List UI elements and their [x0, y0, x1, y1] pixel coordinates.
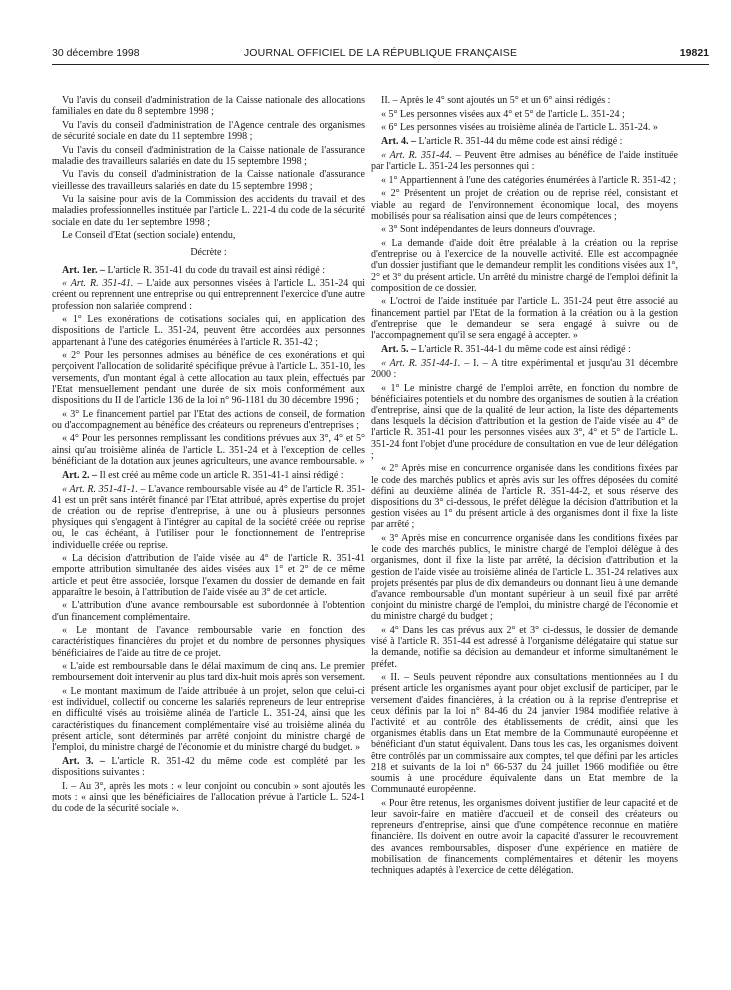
paragraph	[371, 383, 678, 461]
paragraph	[52, 433, 365, 467]
paragraph	[371, 625, 678, 670]
paragraph-text: « 4° Dans les cas prévus aux 2° et 3° ci-dessus, le dossier de demande visé à l'article R. 351-44 est adressé à l'organisme délégataire qui statue sur la demande, notifie sa décision au demandeur et informe simultanément le préfet.	[371, 625, 678, 670]
paragraph	[371, 136, 678, 147]
paragraph	[371, 463, 678, 530]
paragraph-text: II. – Après le 4° sont ajoutés un 5° et un 6° ainsi rédigés :	[381, 95, 611, 106]
paragraph-text: L'article R. 351-41 du code du travail est ainsi rédigé :	[104, 264, 326, 276]
paragraph-text: « Le montant de l'avance remboursable varie en fonction des caractéristiques financières du projet et du nombre de personnes physiques bénéficiaires de l'aide au titre de ce projet.	[52, 625, 365, 659]
paragraph-text: – L'aide aux personnes visées à l'article L. 351-24 qui créent ou reprennent une entreprise ou qui entreprennent l'exercice d'une autre profession non salariée comprend :	[52, 278, 365, 312]
paragraph-text: « La décision d'attribution de l'aide visée au 4° de l'article R. 351-41 emporte attribution simultanée des aides visées aux 1° et 2° de ce même article et peut être associée, lorsque l'examen du dossier de demande en fait apparaître le besoin, à l'attribution de l'aide visée au 3° de cet article.	[52, 553, 365, 598]
paragraph	[52, 278, 365, 312]
paragraph	[52, 661, 365, 683]
article-label: Art. 2. –	[62, 470, 97, 481]
paragraph-text: – L'avance remboursable visée au 4° de l'article R. 351-41 est un prêt sans intérêt financé par l'Etat attribué, après expertise du projet de création ou de reprise d'entreprise, à une ou à plusieurs personnes physiques qui s'engagent à l'intégrer au capital de la société créée ou reprise ou, le cas échéant, à l'utiliser pour le fonctionnement de l'entreprise individuelle créée ou reprise.	[52, 483, 365, 551]
paragraph	[371, 95, 678, 106]
paragraph	[52, 470, 365, 481]
paragraph	[371, 344, 678, 355]
paragraph	[52, 120, 365, 142]
paragraph	[52, 145, 365, 167]
page-number: 19821	[679, 47, 709, 59]
paragraph	[371, 224, 678, 235]
paragraph-text: I. – Au 3°, après les mots : « leur conjoint ou concubin » sont ajoutés les mots : « ainsi que les bénéficiaires de l'allocation prévue à l'article L. 524-1 du code de la sécurité sociale ».	[52, 781, 365, 815]
paragraph-text: « L'aide est remboursable dans le délai maximum de cinq ans. Le premier remboursement doit intervenir au plus tard dix-huit mois après son versement.	[52, 661, 365, 684]
paragraph	[52, 169, 365, 191]
paragraph	[52, 194, 365, 228]
paragraph	[52, 600, 365, 622]
paragraph	[52, 350, 365, 406]
page-header	[52, 47, 709, 63]
paragraph-text: – I. – A titre expérimental et jusqu'au 31 décembre 2000 :	[371, 357, 678, 380]
paragraph-text: « Le montant maximum de l'aide attribuée à un projet, selon que celui-ci est individuel, collectif ou concerne les salariés repreneurs de leur entreprise en difficulté visés au troisième alinéa de l'article L. 351-24, ainsi que les caractéristiques du financement complémentaire visé au troisième alinéa du présent article, sont déterminés par arrêté conjoint du ministre chargé de l'emploi, du ministre chargé de l'économie et du ministre chargé du budget. »	[52, 686, 365, 754]
paragraph	[371, 150, 678, 172]
header-rule	[52, 64, 709, 65]
article-reference: « Art. R. 351-41-1.	[62, 483, 138, 495]
paragraph	[52, 230, 365, 241]
paragraph-text: Décrète :	[190, 247, 227, 259]
paragraph	[52, 625, 365, 659]
paragraph-text: – Peuvent être admises au bénéfice de l'aide instituée par l'article L. 351-24 les personnes qui :	[371, 149, 678, 173]
paragraph-text: « 5° Les personnes visées aux 4° et 5° de l'article L. 351-24 ;	[381, 108, 625, 120]
paragraph	[52, 314, 365, 348]
paragraph-text: Vu l'avis du conseil d'administration de la Caisse nationale de l'assurance maladie des travailleurs salariés en date du 15 septembre 1998 ;	[52, 144, 365, 167]
article-label: Art. 3. –	[62, 756, 105, 768]
paragraph-text: « 1° Les exonérations de cotisations sociales qui, en application des dispositions de l'article L. 351-24, peuvent être accordées aux personnes appartenant à l'une des catégories énumérées à l'article R. 351-42 ;	[52, 314, 365, 348]
paragraph-text: « 3° Le financement partiel par l'Etat des actions de conseil, de formation ou d'accompagnement au bénéfice des créateurs ou repreneurs d'entreprises ;	[52, 408, 365, 431]
paragraph	[371, 798, 678, 876]
paragraph-text: « La demande d'aide doit être préalable à la création ou la reprise d'entreprise ou à l'exercice de la nouvelle activité. Elle est accompagnée d'un dossier justifiant que le demandeur remplit les conditions visées aux 1°, 2° et 3° du présent article. Un arrêté du ministre chargé de l'emploi définit la composition de ce dossier.	[371, 237, 678, 294]
paragraph-text: « 6° Les personnes visées au troisième alinéa de l'article L. 351-24. »	[381, 122, 658, 134]
paragraph	[371, 175, 678, 186]
paragraph-text: Il est créé au même code un article R. 351-41-1 ainsi rédigé :	[97, 470, 344, 481]
paragraph	[52, 247, 365, 258]
paragraph	[52, 781, 365, 815]
article-label: Art. 4. –	[381, 136, 416, 148]
paragraph-text: « 2° Pour les personnes admises au bénéfice de ces exonérations et qui perçoivent l'allocation de solidarité spécifique prévue à l'article L. 351-10, les versements, d'un montant égal à cette allocation au taux plein, effectués par l'Etat mensuellement pendant une durée de six mois conformément aux dispositions du II de l'article 136 de la loi n° 96-1181 du 30 décembre 1996 ;	[52, 350, 365, 406]
article-reference: « Art. R. 351-44.	[381, 149, 452, 161]
left-column	[52, 95, 365, 817]
paragraph-text: Vu l'avis du conseil d'administration de la Caisse nationale d'assurance vieillesse des travailleurs salariés en date du 15 septembre 1998 ;	[52, 169, 365, 192]
paragraph	[52, 409, 365, 431]
article-reference: « Art. R. 351-44-1.	[381, 357, 461, 369]
paragraph-text: L'article R. 351-44 du même code est ainsi rédigé :	[416, 136, 623, 148]
paragraph	[371, 296, 678, 341]
right-column	[371, 95, 678, 879]
paragraph	[371, 109, 678, 120]
journal-title: JOURNAL OFFICIEL DE LA RÉPUBLIQUE FRANÇAISE	[243, 47, 518, 59]
paragraph-text: « L'octroi de l'aide instituée par l'article L. 351-24 peut être associé au financement partiel par l'Etat de la formation à la création ou à la gestion d'entreprise que le demandeur se sera engagé à suivre ou de l'accompagnement qu'il se sera engagé à accepter. »	[371, 296, 678, 341]
paragraph-text: « 3° Après mise en concurrence organisée dans les conditions fixées par le code des marchés publics, le ministre chargé de l'emploi délègue à des organismes, dont il fixe la liste par arrêté, la décision d'attribution et la gestion de l'aide visée au troisième alinéa de l'article L. 351-24 relatives aux projets présentés par plus de dix demandeurs ou donnant lieu à une demande d'avance remboursable d'un montant supérieur à un seuil fixé par arrêté conjoint du ministre chargé de l'emploi, du ministre chargé de l'économie et du ministre chargé du budget ;	[371, 533, 678, 623]
paragraph	[371, 358, 678, 380]
paragraph-text: Vu l'avis du conseil d'administration de la Caisse nationale des allocations familiales en date du 8 septembre 1998 ;	[52, 95, 365, 118]
paragraph	[371, 188, 678, 222]
paragraph-text: Vu la saisine pour avis de la Commission des accidents du travail et des maladies professionnelles instituée par l'article L. 221-4 du code de la sécurité sociale en date du 1er septembre 1998 ;	[52, 194, 365, 228]
paragraph-text: « 3° Sont indépendantes de leurs donneurs d'ouvrage.	[381, 224, 596, 236]
paragraph	[52, 553, 365, 598]
paragraph-text: « 1° Appartiennent à l'une des catégories énumérées à l'article R. 351-42 ;	[381, 174, 676, 186]
paragraph-text: Vu l'avis du conseil d'administration de l'Agence centrale des organismes de sécurité sociale en date du 11 septembre 1998 ;	[52, 119, 365, 142]
paragraph	[52, 95, 365, 117]
paragraph	[52, 756, 365, 778]
article-label: Art. 5. –	[381, 344, 416, 356]
paragraph-text: « II. – Seuls peuvent répondre aux consultations mentionnées au I du présent article les organismes ayant pour objet exclusif de participer, par le versement d'aides financières, à la création ou à la reprise d'entreprise et ceux définis par la loi n° 84-46 du 24 janvier 1984 modifiée relative à l'activité et au contrôle des établissements de crédit, ainsi que les organismes établis dans un Etat membre de la Communauté européenne et bénéficiant d'un statut équivalent. Dans tous les cas, les organismes doivent être contrôlés par un commissaire aux comptes, tel que défini par les articles 218 et suivants de la loi n° 66-537 du 24 juillet 1966 modifiée ou être soumis à une procédure équivalente dans un Etat membre de la Communauté européenne.	[371, 672, 678, 796]
paragraph-text: Le Conseil d'Etat (section sociale) entendu,	[62, 230, 236, 242]
paragraph	[371, 122, 678, 133]
paragraph-text: « L'attribution d'une avance remboursable est subordonnée à l'obtention d'un financement complémentaire.	[52, 600, 365, 623]
paragraph-text: L'article R. 351-42 du même code est complété par les dispositions suivantes :	[52, 756, 365, 779]
paragraph-text: « Pour être retenus, les organismes doivent justifier de leur capacité et de leur savoir-faire en matière d'accueil et de conseil des créateurs ou repreneurs d'entreprise, ainsi que d'une compétence reconnue en matière financière. Ils doivent en outre avoir la capacité d'assurer le recouvrement des avances remboursables, disposer d'une expérience en matière de mobilisation de financements complémentaires et détenir les moyens techniques adaptés à l'exercice de cette délégation.	[371, 797, 678, 877]
paragraph	[371, 533, 678, 623]
paragraph-text: « 4° Pour les personnes remplissant les conditions prévues aux 3°, 4° et 5° ainsi qu'au troisième alinéa de l'article L. 351-24 et à l'exception de celles bénéficiant de la dotation aux jeunes agriculteurs, une avance remboursable. »	[52, 433, 365, 467]
paragraph	[371, 238, 678, 294]
header-date: 30 décembre 1998	[52, 47, 140, 59]
paragraph	[371, 672, 678, 795]
paragraph-text: « 1° Le ministre chargé de l'emploi arrête, en fonction du nombre de bénéficiaires potentiels et du nombre des organismes de soutien à la création d'entreprise, ainsi que de la qualité de leur action, la liste des départements dans lesquels la décision d'attribution et la gestion de l'aide visée au 4° de l'article R. 351-41 pour les personnes visées aux 3°, 4° et 5° de l'article L. 351-24 font l'objet d'une procédure de consultation en vue de leur délégation ;	[371, 382, 678, 461]
paragraph	[52, 686, 365, 753]
paragraph-text: « 2° Après mise en concurrence organisée dans les conditions fixées par le code des marchés publics et après avis sur les offres déposées du comité défini au deuxième alinéa de l'article R. 351-44-2, et sous réserve des dispositions du 3° ci-dessous, le préfet délègue la décision d'attribution et la gestion visées au 1° du présent article à des organismes dont il fixe la liste par arrêté ;	[371, 463, 678, 531]
paragraph-text: L'article R. 351-44-1 du même code est ainsi rédigé :	[416, 344, 631, 356]
article-reference: « Art. R. 351-41.	[62, 278, 134, 290]
paragraph	[52, 265, 365, 276]
article-label: Art. 1er. –	[62, 264, 105, 276]
paragraph	[52, 484, 365, 551]
paragraph-text: « 2° Présentent un projet de création ou de reprise réel, consistant et viable au regard de l'environnement économique local, des moyens mobilisés pour sa réalisation ainsi que de leurs compétences ;	[371, 188, 678, 222]
